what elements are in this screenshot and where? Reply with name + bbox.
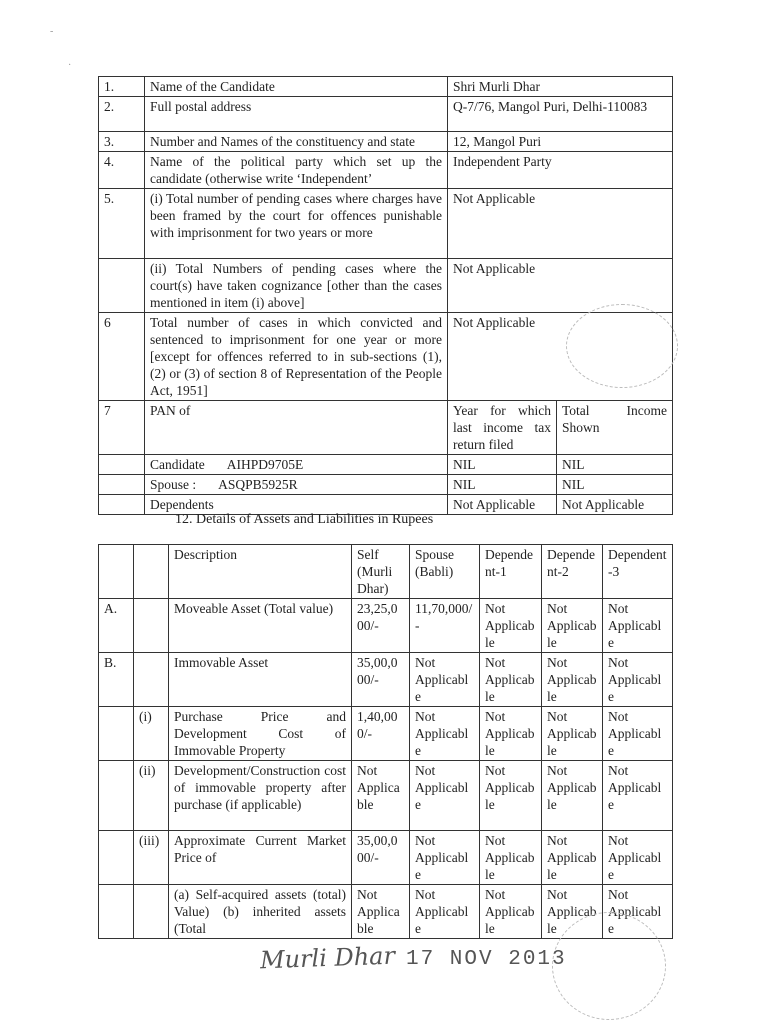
- cell-dependent-2: Not Applicable: [542, 599, 603, 653]
- cell-dependent-3: Not Applicable: [603, 653, 673, 707]
- cell-self: 35,00,000/-: [352, 653, 410, 707]
- assets-liabilities-table: [98, 544, 673, 939]
- row-letter: [99, 831, 134, 885]
- row-sub: [134, 885, 169, 939]
- pan-income: NIL: [557, 455, 673, 475]
- row-letter: A.: [99, 599, 134, 653]
- section-heading: 12. Details of Assets and Liabilities in Rupees: [175, 512, 434, 527]
- pan-row: [99, 475, 673, 495]
- row-label: Total number of cases in which convicted and sentenced to imprisonment for one year or more [except for offences referred to in sub-sections (1), (2) or (3) of section 8 of Representation of the People Act, 1951]: [145, 313, 448, 401]
- cell-self: 35,00,000/-: [352, 831, 410, 885]
- cell-spouse: Not Applicable: [410, 707, 480, 761]
- header-cell: [134, 545, 169, 599]
- row-number: 6: [99, 313, 145, 401]
- table-row: [99, 152, 673, 189]
- cell-spouse: Not Applicable: [410, 831, 480, 885]
- row-number: [99, 455, 145, 475]
- row-number: 5.: [99, 189, 145, 259]
- scan-speck: -: [50, 26, 54, 37]
- cell-dependent-2: Not Applicable: [542, 831, 603, 885]
- row-value: Shri Murli Dhar: [448, 77, 673, 97]
- cell-dependent-1: Not Applicable: [480, 653, 542, 707]
- row-value: Not Applicable: [448, 259, 673, 313]
- pan-year: Not Applicable: [448, 495, 557, 515]
- table-row: [99, 259, 673, 313]
- pan-year: NIL: [448, 455, 557, 475]
- row-description: (a) Self-acquired assets (total) Value) (b) inherited assets (Total: [169, 885, 352, 939]
- official-seal-icon: [552, 912, 666, 1020]
- pan-income: NIL: [557, 475, 673, 495]
- cell-dependent-1: Not Applicable: [480, 707, 542, 761]
- official-seal-icon: [566, 304, 678, 388]
- row-letter: B.: [99, 653, 134, 707]
- header-self: Self (Murli Dhar): [352, 545, 410, 599]
- row-number: 2.: [99, 97, 145, 132]
- pan-header-row: [99, 401, 673, 455]
- row-number: [99, 259, 145, 313]
- cell-dependent-2: Not Applicable: [542, 885, 603, 939]
- pan-row: [99, 455, 673, 475]
- header-description: Description: [169, 545, 352, 599]
- row-description: Approximate Current Market Price of: [169, 831, 352, 885]
- cell-dependent-2: Not Applicable: [542, 707, 603, 761]
- cell-spouse: Not Applicable: [410, 761, 480, 831]
- table-row: [99, 653, 673, 707]
- cell-dependent-3: Not Applicable: [603, 761, 673, 831]
- cell-dependent-3: Not Applicable: [603, 831, 673, 885]
- row-number: 3.: [99, 132, 145, 152]
- cell-self: Not Applicable: [352, 885, 410, 939]
- table-row: [99, 189, 673, 259]
- pan-income: Not Applicable: [557, 495, 673, 515]
- table-row: [99, 831, 673, 885]
- cell-self: 1,40,000/-: [352, 707, 410, 761]
- row-label: (i) Total number of pending cases where charges have been framed by the court for offences punishable with imprisonment for two years or more: [145, 189, 448, 259]
- row-label: Number and Names of the constituency and state: [145, 132, 448, 152]
- pan-holder-label: Spouse :: [150, 477, 197, 492]
- row-number: 7: [99, 401, 145, 455]
- row-description: Development/Construction cost of immovable property after purchase (if applicable): [169, 761, 352, 831]
- pan-holder-label: Dependents: [150, 497, 214, 512]
- row-number: [99, 475, 145, 495]
- header-spouse: Spouse (Babli): [410, 545, 480, 599]
- row-label: Name of the Candidate: [145, 77, 448, 97]
- candidate-details-table: [98, 76, 673, 515]
- header-cell: [99, 545, 134, 599]
- row-sub: [134, 599, 169, 653]
- header-dependent-3: Dependent-3: [603, 545, 673, 599]
- row-letter: [99, 761, 134, 831]
- cell-dependent-3: Not Applicable: [603, 707, 673, 761]
- pan-holder-label: Candidate: [150, 457, 205, 472]
- row-letter: [99, 707, 134, 761]
- cell-dependent-1: Not Applicable: [480, 831, 542, 885]
- row-letter: [99, 885, 134, 939]
- cell-dependent-1: Not Applicable: [480, 885, 542, 939]
- cell-self: 23,25,000/-: [352, 599, 410, 653]
- row-label: Name of the political party which set up the candidate (otherwise write ‘Independent’: [145, 152, 448, 189]
- cell-spouse: Not Applicable: [410, 653, 480, 707]
- row-sub: (ii): [134, 761, 169, 831]
- row-sub: [134, 653, 169, 707]
- row-value: Not Applicable: [448, 189, 673, 259]
- table-row: [99, 132, 673, 152]
- row-sub: (i): [134, 707, 169, 761]
- cell-dependent-1: Not Applicable: [480, 761, 542, 831]
- pan-income-header: Total Income Shown: [557, 401, 673, 455]
- row-value: 12, Mangol Puri: [448, 132, 673, 152]
- header-row: [99, 545, 673, 599]
- table-row: [99, 599, 673, 653]
- row-description: Immovable Asset: [169, 653, 352, 707]
- row-value: Independent Party: [448, 152, 673, 189]
- pan-holder: [145, 475, 448, 495]
- cell-dependent-2: Not Applicable: [542, 761, 603, 831]
- handwritten-signature: Murli Dhar: [259, 941, 396, 975]
- row-label: PAN of: [145, 401, 448, 455]
- row-description: Purchase Price and Development Cost of Immovable Property: [169, 707, 352, 761]
- row-sub: (iii): [134, 831, 169, 885]
- cell-dependent-2: Not Applicable: [542, 653, 603, 707]
- header-dependent-1: Dependent-1: [480, 545, 542, 599]
- pan-number: ASQPB5925R: [218, 477, 298, 492]
- pan-number: AIHPD9705E: [226, 457, 304, 472]
- row-number: 1.: [99, 77, 145, 97]
- row-value: Q-7/76, Mangol Puri, Delhi-110083: [448, 97, 673, 132]
- table-row: [99, 97, 673, 132]
- table-row: [99, 761, 673, 831]
- row-number: [99, 495, 145, 515]
- cell-spouse: 11,70,000/-: [410, 599, 480, 653]
- cell-dependent-1: Not Applicable: [480, 599, 542, 653]
- pan-year-header: Year for which last income tax return filed: [448, 401, 557, 455]
- pan-holder: [145, 455, 448, 475]
- row-label: (ii) Total Numbers of pending cases where the court(s) have taken cognizance [other than the cases mentioned in item (i) above]: [145, 259, 448, 313]
- table-row: [99, 77, 673, 97]
- header-dependent-2: Dependent-2: [542, 545, 603, 599]
- row-number: 4.: [99, 152, 145, 189]
- scan-speck: ·: [68, 60, 72, 71]
- cell-dependent-3: Not Applicable: [603, 599, 673, 653]
- cell-dependent-3: Not Applicable: [603, 885, 673, 939]
- date-stamp: 17 NOV 2013: [406, 948, 567, 971]
- row-label: Full postal address: [145, 97, 448, 132]
- cell-self: Not Applicable: [352, 761, 410, 831]
- table-row: [99, 707, 673, 761]
- cell-spouse: Not Applicable: [410, 885, 480, 939]
- row-value: Not Applicable: [448, 313, 673, 401]
- row-description: Moveable Asset (Total value): [169, 599, 352, 653]
- pan-year: NIL: [448, 475, 557, 495]
